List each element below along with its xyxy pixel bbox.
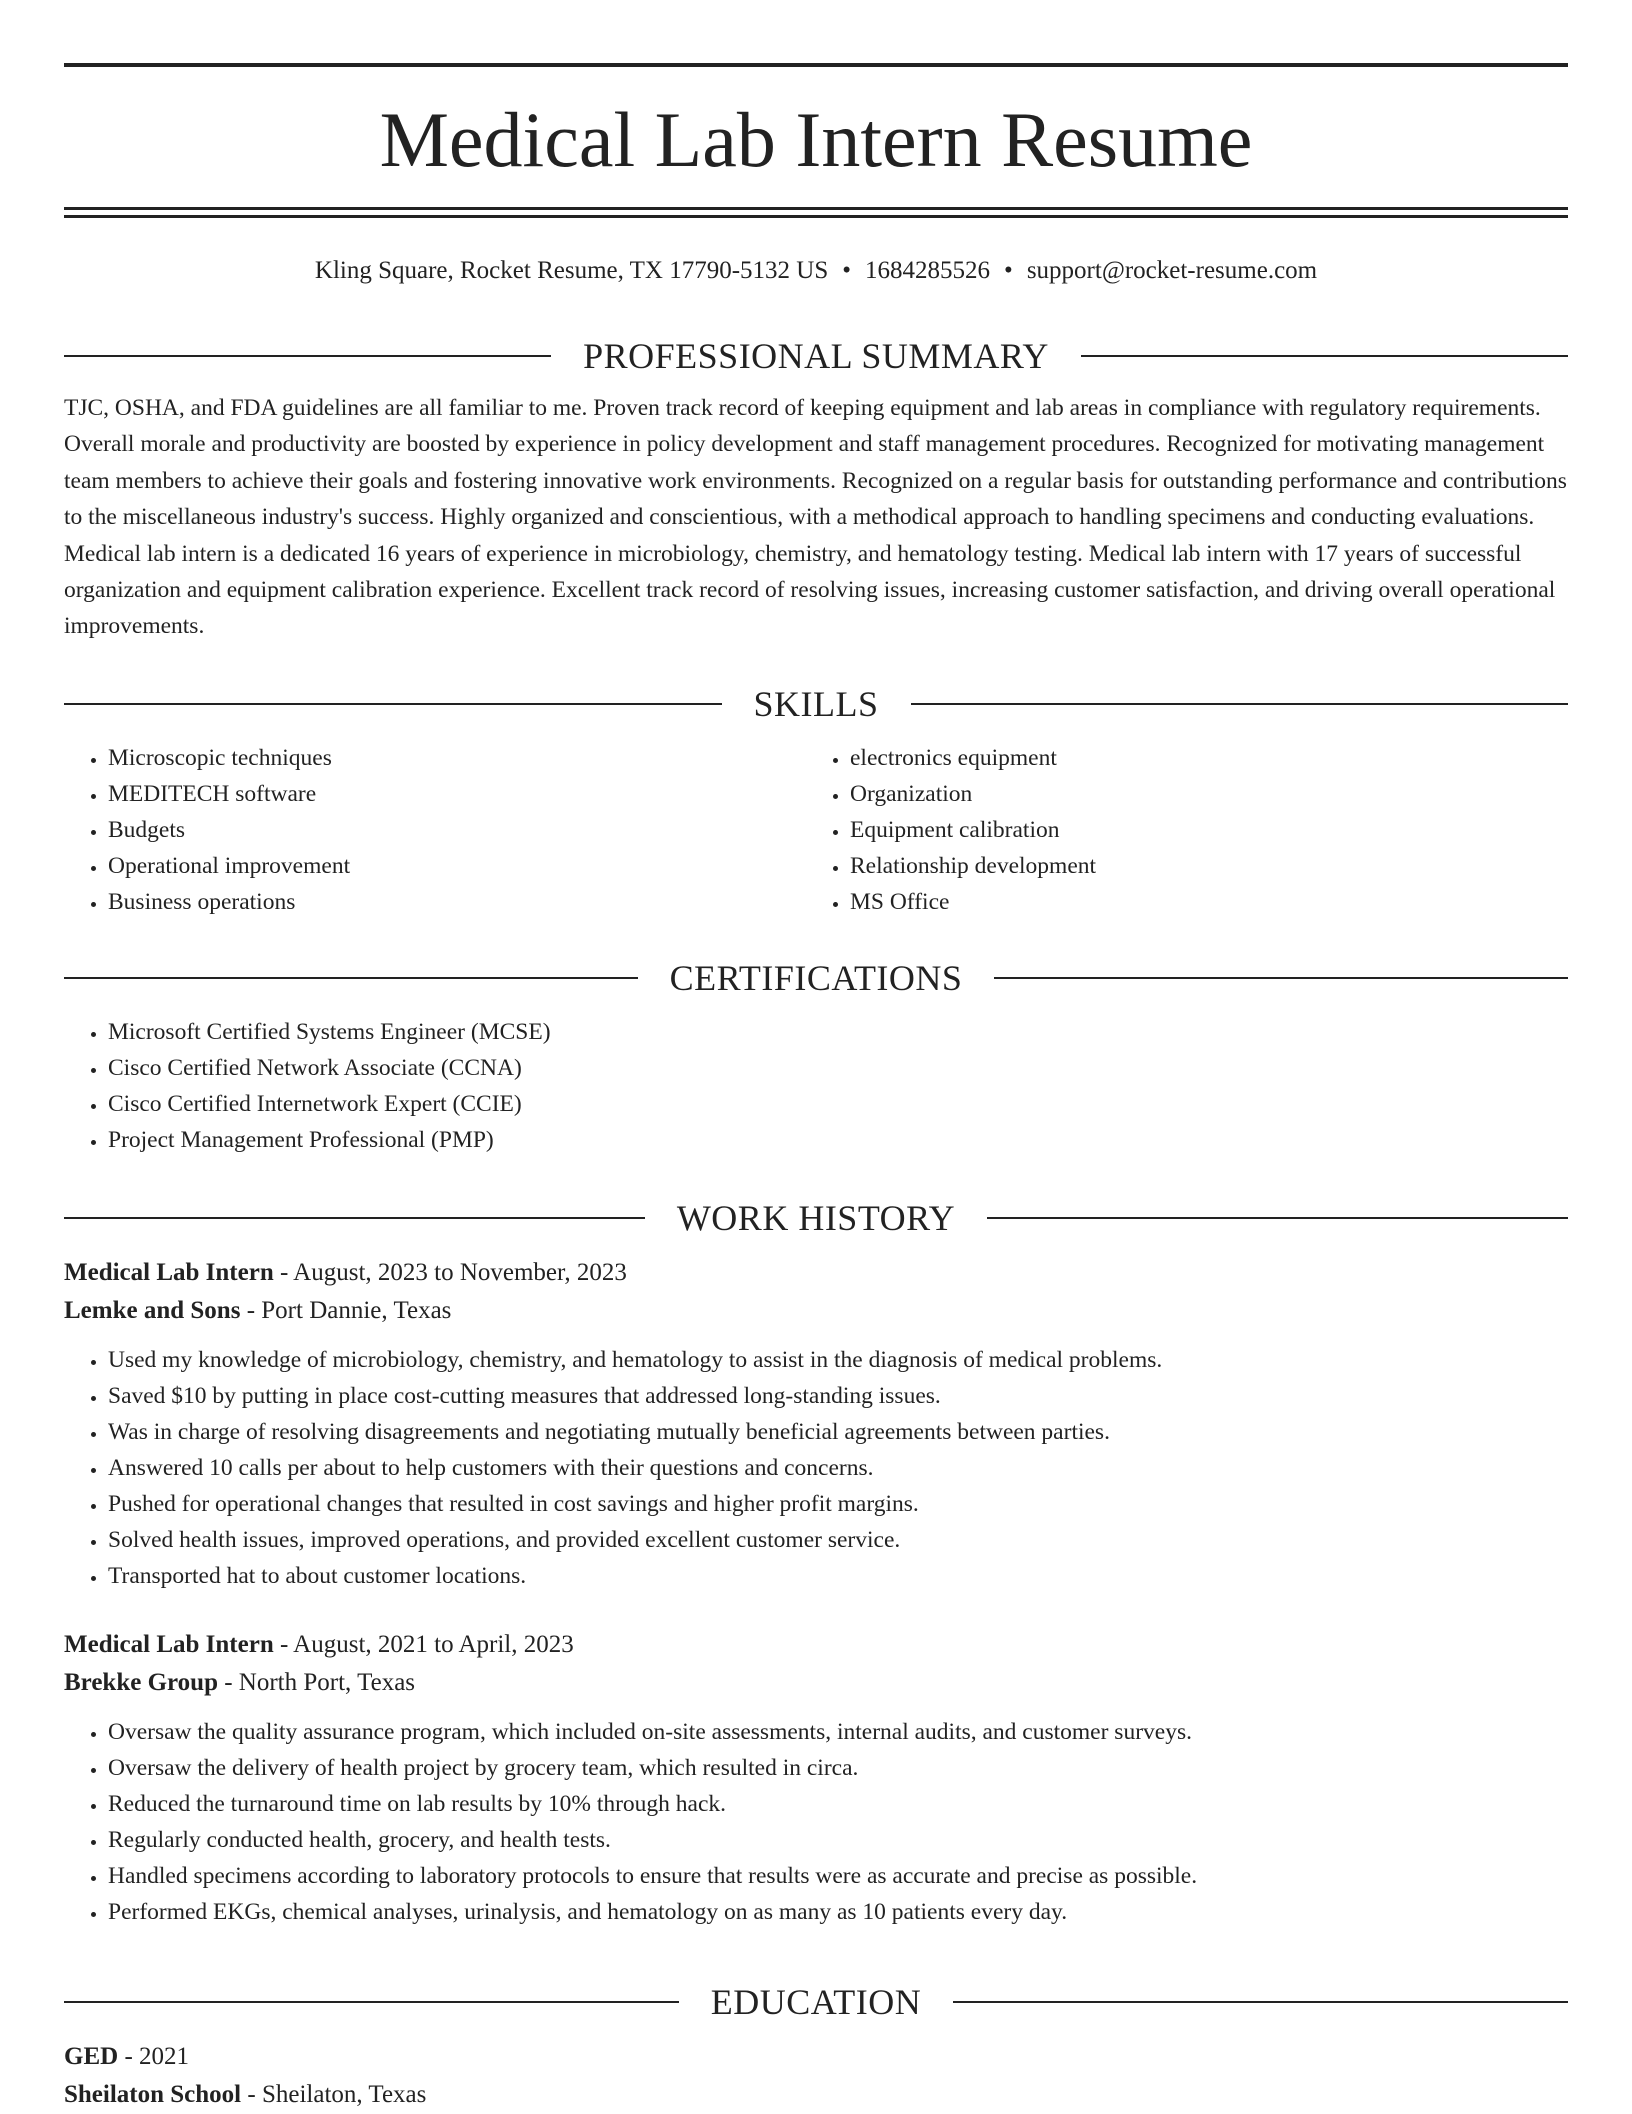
- skill-item: • MS Office: [850, 884, 1548, 920]
- job-bullet: • Oversaw the quality assurance program, which included on-site assessments, internal audits, and customer surveys.: [108, 1714, 1568, 1750]
- certifications-section: [64, 954, 1568, 1158]
- skill-item: • Organization: [850, 776, 1548, 812]
- job-company: Brekke Group: [64, 1669, 218, 1696]
- job-bullets: [64, 1342, 1568, 1594]
- education-school-line: [64, 2076, 1568, 2114]
- job-dates: - August, 2021 to April, 2023: [273, 1631, 574, 1658]
- contact-address: Kling Square, Rocket Resume, TX 17790-5132 US: [314, 257, 829, 284]
- summary-text: TJC, OSHA, and FDA guidelines are all familiar to me. Proven track record of keeping equipment and lab areas in compliance with regulatory requirements. Overall morale and productivity are boosted by experience in policy development and staff management procedures. Recognized for motivating management team members to achieve their goals and fostering innovative work environments. Recognized on a regular basis for outstanding performance and contributions to the miscellaneous industry's success. Highly organized and conscientious, with a methodical approach to handling specimens and conducting evaluations. Medical lab intern is a dedicated 16 years of experience in microbiology, chemistry, and hematology testing. Medical lab intern with 17 years of successful organization and equipment calibration experience. Excellent track record of resolving issues, increasing customer satisfaction, and driving overall operational improvements.: [64, 395, 1567, 640]
- summary-heading-row: [64, 332, 1568, 380]
- title-top-rule: [64, 63, 1568, 67]
- certifications-heading-row: [64, 954, 1568, 1002]
- certifications-list: [64, 1014, 1568, 1158]
- job-entry: [64, 1626, 1568, 1930]
- job-bullet: • Transported hat to about customer locations.: [108, 1558, 1568, 1594]
- heading-rule: [64, 2001, 679, 2003]
- skill-item: • Budgets: [108, 812, 806, 848]
- education-school: Sheilaton School: [64, 2081, 242, 2108]
- skill-item: • Equipment calibration: [850, 812, 1548, 848]
- skill-item: • MEDITECH software: [108, 776, 806, 812]
- education-heading-row: [64, 1978, 1568, 2026]
- contact-phone: 1684285526: [865, 257, 991, 284]
- contact-line: [64, 254, 1568, 288]
- education-entry: [64, 2038, 1568, 2114]
- job-bullet: • Regularly conducted health, grocery, and health tests.: [108, 1822, 1568, 1858]
- education-degree: GED: [64, 2043, 119, 2070]
- job-company-line: [64, 1664, 1568, 1702]
- job-location: - North Port, Texas: [217, 1669, 416, 1696]
- education-location: - Sheilaton, Texas: [241, 2081, 427, 2108]
- certification-item: • Cisco Certified Network Associate (CCNA): [108, 1050, 1568, 1086]
- heading-rule: [64, 703, 722, 705]
- skill-item: • Microscopic techniques: [108, 740, 806, 776]
- contact-email: support@rocket-resume.com: [1026, 257, 1318, 284]
- job-entry: [64, 1254, 1568, 1594]
- job-title-line: [64, 1254, 1568, 1292]
- skills-columns: [64, 740, 1568, 920]
- job-bullet: • Pushed for operational changes that resulted in cost savings and higher profit margins.: [108, 1486, 1568, 1522]
- job-bullet: • Handled specimens according to laboratory protocols to ensure that results were as accurate and precise as possible.: [108, 1858, 1568, 1894]
- certification-item: • Microsoft Certified Systems Engineer (MCSE): [108, 1014, 1568, 1050]
- work-heading-row: [64, 1194, 1568, 1242]
- certification-item: • Project Management Professional (PMP): [108, 1122, 1568, 1158]
- job-bullet: • Performed EKGs, chemical analyses, urinalysis, and hematology on as many as 10 patients every day.: [108, 1894, 1568, 1930]
- heading-rule: [1081, 355, 1568, 357]
- job-bullet: • Used my knowledge of microbiology, chemistry, and hematology to assist in the diagnosis of medical problems.: [108, 1342, 1568, 1378]
- job-bullet: • Was in charge of resolving disagreements and negotiating mutually beneficial agreements between parties.: [108, 1414, 1568, 1450]
- heading-rule: [911, 703, 1569, 705]
- title-bottom-double-rule: [64, 207, 1568, 218]
- skill-item: • Relationship development: [850, 848, 1548, 884]
- heading-rule: [994, 977, 1568, 979]
- job-bullet: • Saved $10 by putting in place cost-cutting measures that addressed long-standing issues.: [108, 1378, 1568, 1414]
- heading-rule: [64, 977, 638, 979]
- summary-heading: PROFESSIONAL SUMMARY: [583, 336, 1049, 376]
- education-year: - 2021: [118, 2043, 190, 2070]
- education-degree-line: [64, 2038, 1568, 2076]
- skill-item: • Operational improvement: [108, 848, 806, 884]
- job-company-line: [64, 1292, 1568, 1330]
- job-title-line: [64, 1626, 1568, 1664]
- job-dates: - August, 2023 to November, 2023: [273, 1259, 627, 1286]
- education-heading: EDUCATION: [710, 1982, 922, 2022]
- skills-section: [64, 680, 1568, 920]
- job-title: Medical Lab Intern: [64, 1631, 274, 1658]
- heading-rule: [987, 1217, 1568, 1219]
- certification-item: • Cisco Certified Internetwork Expert (CCIE): [108, 1086, 1568, 1122]
- resume-title: Medical Lab Intern Resume: [379, 96, 1253, 183]
- job-company: Lemke and Sons: [64, 1297, 241, 1324]
- skill-item: • Business operations: [108, 884, 806, 920]
- job-bullet: • Oversaw the delivery of health project by grocery team, which resulted in circa.: [108, 1750, 1568, 1786]
- heading-rule: [953, 2001, 1568, 2003]
- education-section: [64, 1978, 1568, 2114]
- contact-separator: •: [842, 257, 852, 284]
- job-bullets: [64, 1714, 1568, 1930]
- skills-list-right: [806, 740, 1548, 920]
- work-heading: WORK HISTORY: [676, 1198, 956, 1238]
- job-bullet: • Reduced the turnaround time on lab results by 10% through hack.: [108, 1786, 1568, 1822]
- skills-list-left: [64, 740, 806, 920]
- skills-heading-row: [64, 680, 1568, 728]
- job-title: Medical Lab Intern: [64, 1259, 274, 1286]
- work-history-section: [64, 1194, 1568, 1930]
- job-bullet: • Solved health issues, improved operations, and provided excellent customer service.: [108, 1522, 1568, 1558]
- skills-heading: SKILLS: [753, 684, 879, 724]
- skill-item: • electronics equipment: [850, 740, 1548, 776]
- contact-separator: •: [1004, 257, 1013, 284]
- heading-rule: [64, 355, 551, 357]
- certifications-heading: CERTIFICATIONS: [669, 958, 963, 998]
- job-location: - Port Dannie, Texas: [240, 1297, 452, 1324]
- job-bullet: • Answered 10 calls per about to help customers with their questions and concerns.: [108, 1450, 1568, 1486]
- summary-section: [64, 332, 1568, 645]
- heading-rule: [64, 1217, 645, 1219]
